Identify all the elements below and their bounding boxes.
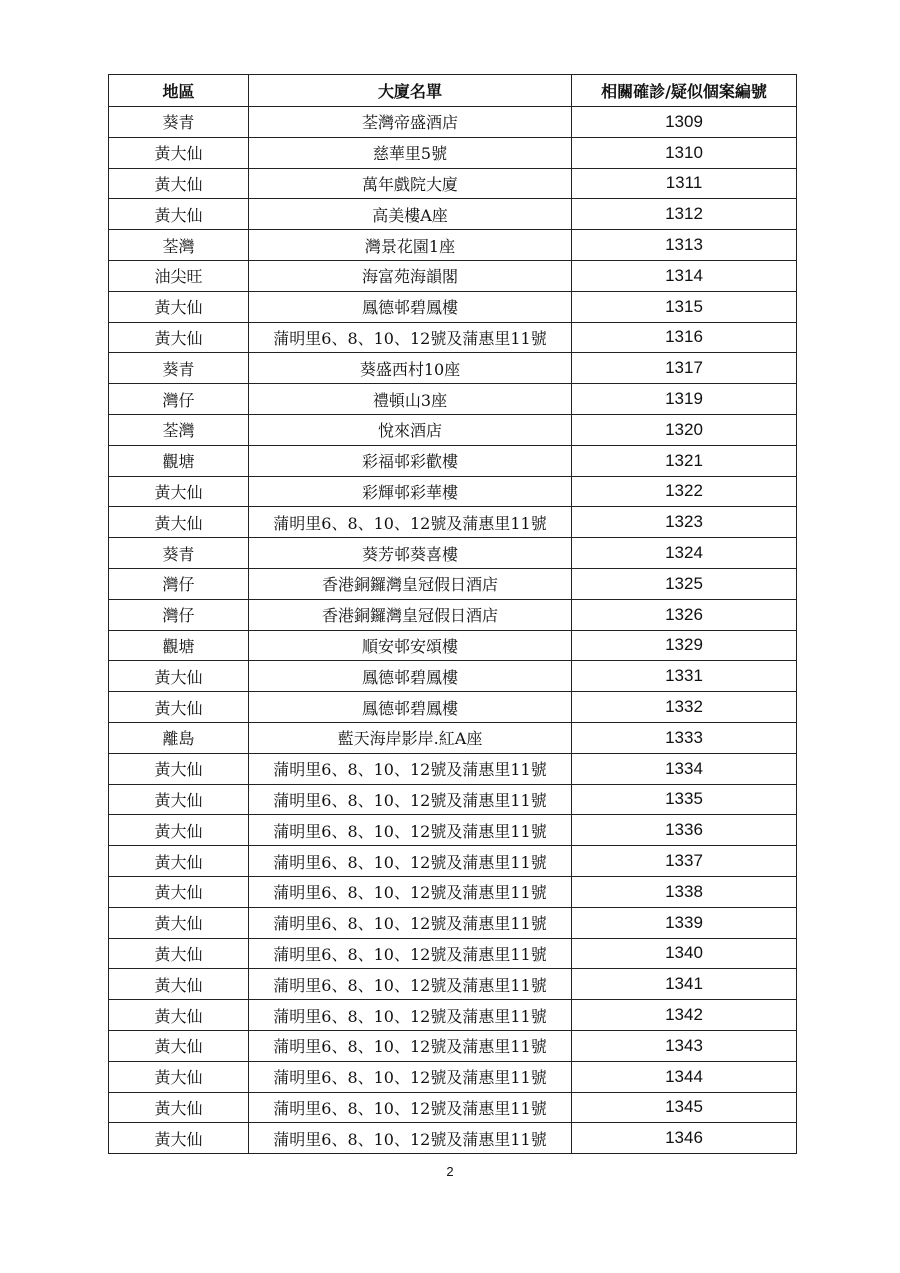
header-building: 大廈名單 <box>249 75 572 107</box>
cell-building: 葵盛西村10座 <box>249 353 572 384</box>
cell-case-number: 1309 <box>572 107 797 138</box>
table-row <box>109 938 797 969</box>
cell-building: 蒲明里6、8、10、12號及蒲惠里11號 <box>249 1061 572 1092</box>
cell-district: 黃大仙 <box>109 476 249 507</box>
table-row <box>109 414 797 445</box>
cell-building: 蒲明里6、8、10、12號及蒲惠里11號 <box>249 846 572 877</box>
cell-building: 鳳德邨碧鳳樓 <box>249 692 572 723</box>
table-row <box>109 784 797 815</box>
cell-district: 黃大仙 <box>109 876 249 907</box>
table-row <box>109 1092 797 1123</box>
table-row <box>109 1000 797 1031</box>
cell-case-number: 1316 <box>572 322 797 353</box>
cell-case-number: 1321 <box>572 445 797 476</box>
table-body <box>109 107 797 1154</box>
cell-building: 蒲明里6、8、10、12號及蒲惠里11號 <box>249 969 572 1000</box>
cell-district: 黃大仙 <box>109 815 249 846</box>
table-row <box>109 291 797 322</box>
cell-case-number: 1345 <box>572 1092 797 1123</box>
cell-building: 蒲明里6、8、10、12號及蒲惠里11號 <box>249 938 572 969</box>
cell-building: 香港銅鑼灣皇冠假日酒店 <box>249 599 572 630</box>
table-row <box>109 846 797 877</box>
cell-district: 黃大仙 <box>109 291 249 322</box>
table-row <box>109 137 797 168</box>
cell-district: 黃大仙 <box>109 137 249 168</box>
cell-building: 蒲明里6、8、10、12號及蒲惠里11號 <box>249 815 572 846</box>
cell-case-number: 1340 <box>572 938 797 969</box>
cell-case-number: 1326 <box>572 599 797 630</box>
cell-district: 黃大仙 <box>109 507 249 538</box>
table-row <box>109 476 797 507</box>
cell-case-number: 1338 <box>572 876 797 907</box>
cell-case-number: 1322 <box>572 476 797 507</box>
cell-district: 觀塘 <box>109 445 249 476</box>
building-list-table <box>108 74 797 1154</box>
table-row <box>109 599 797 630</box>
cell-case-number: 1315 <box>572 291 797 322</box>
cell-district: 黃大仙 <box>109 692 249 723</box>
cell-case-number: 1317 <box>572 353 797 384</box>
cell-case-number: 1337 <box>572 846 797 877</box>
cell-case-number: 1329 <box>572 630 797 661</box>
cell-district: 黃大仙 <box>109 168 249 199</box>
cell-building: 高美樓A座 <box>249 199 572 230</box>
cell-building: 蒲明里6、8、10、12號及蒲惠里11號 <box>249 1000 572 1031</box>
cell-district: 觀塘 <box>109 630 249 661</box>
table-row <box>109 815 797 846</box>
cell-district: 黃大仙 <box>109 1000 249 1031</box>
table-row <box>109 507 797 538</box>
cell-district: 葵青 <box>109 107 249 138</box>
cell-case-number: 1325 <box>572 568 797 599</box>
cell-building: 鳳德邨碧鳳樓 <box>249 661 572 692</box>
cell-district: 黃大仙 <box>109 1123 249 1154</box>
table-row <box>109 969 797 1000</box>
cell-building: 悅來酒店 <box>249 414 572 445</box>
cell-district: 灣仔 <box>109 568 249 599</box>
cell-district: 黃大仙 <box>109 1061 249 1092</box>
table-row <box>109 168 797 199</box>
cell-building: 灣景花園1座 <box>249 230 572 261</box>
cell-building: 蒲明里6、8、10、12號及蒲惠里11號 <box>249 322 572 353</box>
cell-district: 黃大仙 <box>109 661 249 692</box>
table-row <box>109 907 797 938</box>
table-row <box>109 692 797 723</box>
cell-case-number: 1324 <box>572 538 797 569</box>
cell-district: 離島 <box>109 722 249 753</box>
cell-building: 蒲明里6、8、10、12號及蒲惠里11號 <box>249 876 572 907</box>
table-row <box>109 722 797 753</box>
cell-building: 荃灣帝盛酒店 <box>249 107 572 138</box>
cell-case-number: 1312 <box>572 199 797 230</box>
cell-case-number: 1344 <box>572 1061 797 1092</box>
header-district: 地區 <box>109 75 249 107</box>
cell-district: 黃大仙 <box>109 199 249 230</box>
table-row <box>109 260 797 291</box>
table-row <box>109 630 797 661</box>
cell-building: 葵芳邨葵喜樓 <box>249 538 572 569</box>
cell-building: 彩福邨彩歡樓 <box>249 445 572 476</box>
cell-case-number: 1310 <box>572 137 797 168</box>
table-row <box>109 445 797 476</box>
cell-case-number: 1334 <box>572 753 797 784</box>
cell-district: 灣仔 <box>109 599 249 630</box>
cell-district: 黃大仙 <box>109 907 249 938</box>
cell-building: 鳳德邨碧鳳樓 <box>249 291 572 322</box>
cell-building: 藍天海岸影岸.紅A座 <box>249 722 572 753</box>
cell-district: 黃大仙 <box>109 1030 249 1061</box>
table-row <box>109 1123 797 1154</box>
cell-district: 油尖旺 <box>109 260 249 291</box>
table-row <box>109 384 797 415</box>
cell-district: 黃大仙 <box>109 1092 249 1123</box>
table-row <box>109 661 797 692</box>
table-row <box>109 230 797 261</box>
cell-case-number: 1339 <box>572 907 797 938</box>
header-case-number: 相關確診/疑似個案編號 <box>572 75 797 107</box>
cell-district: 黃大仙 <box>109 753 249 784</box>
cell-district: 黃大仙 <box>109 322 249 353</box>
cell-building: 蒲明里6、8、10、12號及蒲惠里11號 <box>249 1123 572 1154</box>
cell-case-number: 1332 <box>572 692 797 723</box>
table-row <box>109 353 797 384</box>
cell-building: 萬年戲院大廈 <box>249 168 572 199</box>
table-row <box>109 1061 797 1092</box>
table-row <box>109 568 797 599</box>
cell-district: 荃灣 <box>109 414 249 445</box>
cell-building: 蒲明里6、8、10、12號及蒲惠里11號 <box>249 784 572 815</box>
cell-building: 蒲明里6、8、10、12號及蒲惠里11號 <box>249 907 572 938</box>
cell-case-number: 1335 <box>572 784 797 815</box>
table-row <box>109 1030 797 1061</box>
cell-building: 彩輝邨彩華樓 <box>249 476 572 507</box>
cell-case-number: 1336 <box>572 815 797 846</box>
table-row <box>109 199 797 230</box>
cell-district: 黃大仙 <box>109 784 249 815</box>
cell-building: 慈華里5號 <box>249 137 572 168</box>
cell-case-number: 1311 <box>572 168 797 199</box>
table-row <box>109 107 797 138</box>
cell-building: 蒲明里6、8、10、12號及蒲惠里11號 <box>249 507 572 538</box>
cell-district: 荃灣 <box>109 230 249 261</box>
cell-building: 香港銅鑼灣皇冠假日酒店 <box>249 568 572 599</box>
cell-case-number: 1343 <box>572 1030 797 1061</box>
cell-case-number: 1342 <box>572 1000 797 1031</box>
cell-building: 蒲明里6、8、10、12號及蒲惠里11號 <box>249 753 572 784</box>
cell-building: 禮頓山3座 <box>249 384 572 415</box>
cell-case-number: 1314 <box>572 260 797 291</box>
header-row <box>109 75 797 107</box>
cell-district: 黃大仙 <box>109 846 249 877</box>
cell-district: 黃大仙 <box>109 969 249 1000</box>
cell-case-number: 1313 <box>572 230 797 261</box>
cell-district: 灣仔 <box>109 384 249 415</box>
cell-case-number: 1331 <box>572 661 797 692</box>
page-number: 2 <box>446 1164 454 1179</box>
cell-building: 海富苑海韻閣 <box>249 260 572 291</box>
cell-case-number: 1333 <box>572 722 797 753</box>
cell-case-number: 1319 <box>572 384 797 415</box>
cell-district: 葵青 <box>109 538 249 569</box>
cell-building: 順安邨安頌樓 <box>249 630 572 661</box>
cell-district: 葵青 <box>109 353 249 384</box>
table-row <box>109 753 797 784</box>
table-row <box>109 876 797 907</box>
cell-building: 蒲明里6、8、10、12號及蒲惠里11號 <box>249 1030 572 1061</box>
cell-district: 黃大仙 <box>109 938 249 969</box>
table-row <box>109 322 797 353</box>
cell-case-number: 1341 <box>572 969 797 1000</box>
cell-case-number: 1346 <box>572 1123 797 1154</box>
cell-case-number: 1320 <box>572 414 797 445</box>
cell-building: 蒲明里6、8、10、12號及蒲惠里11號 <box>249 1092 572 1123</box>
cell-case-number: 1323 <box>572 507 797 538</box>
table-row <box>109 538 797 569</box>
